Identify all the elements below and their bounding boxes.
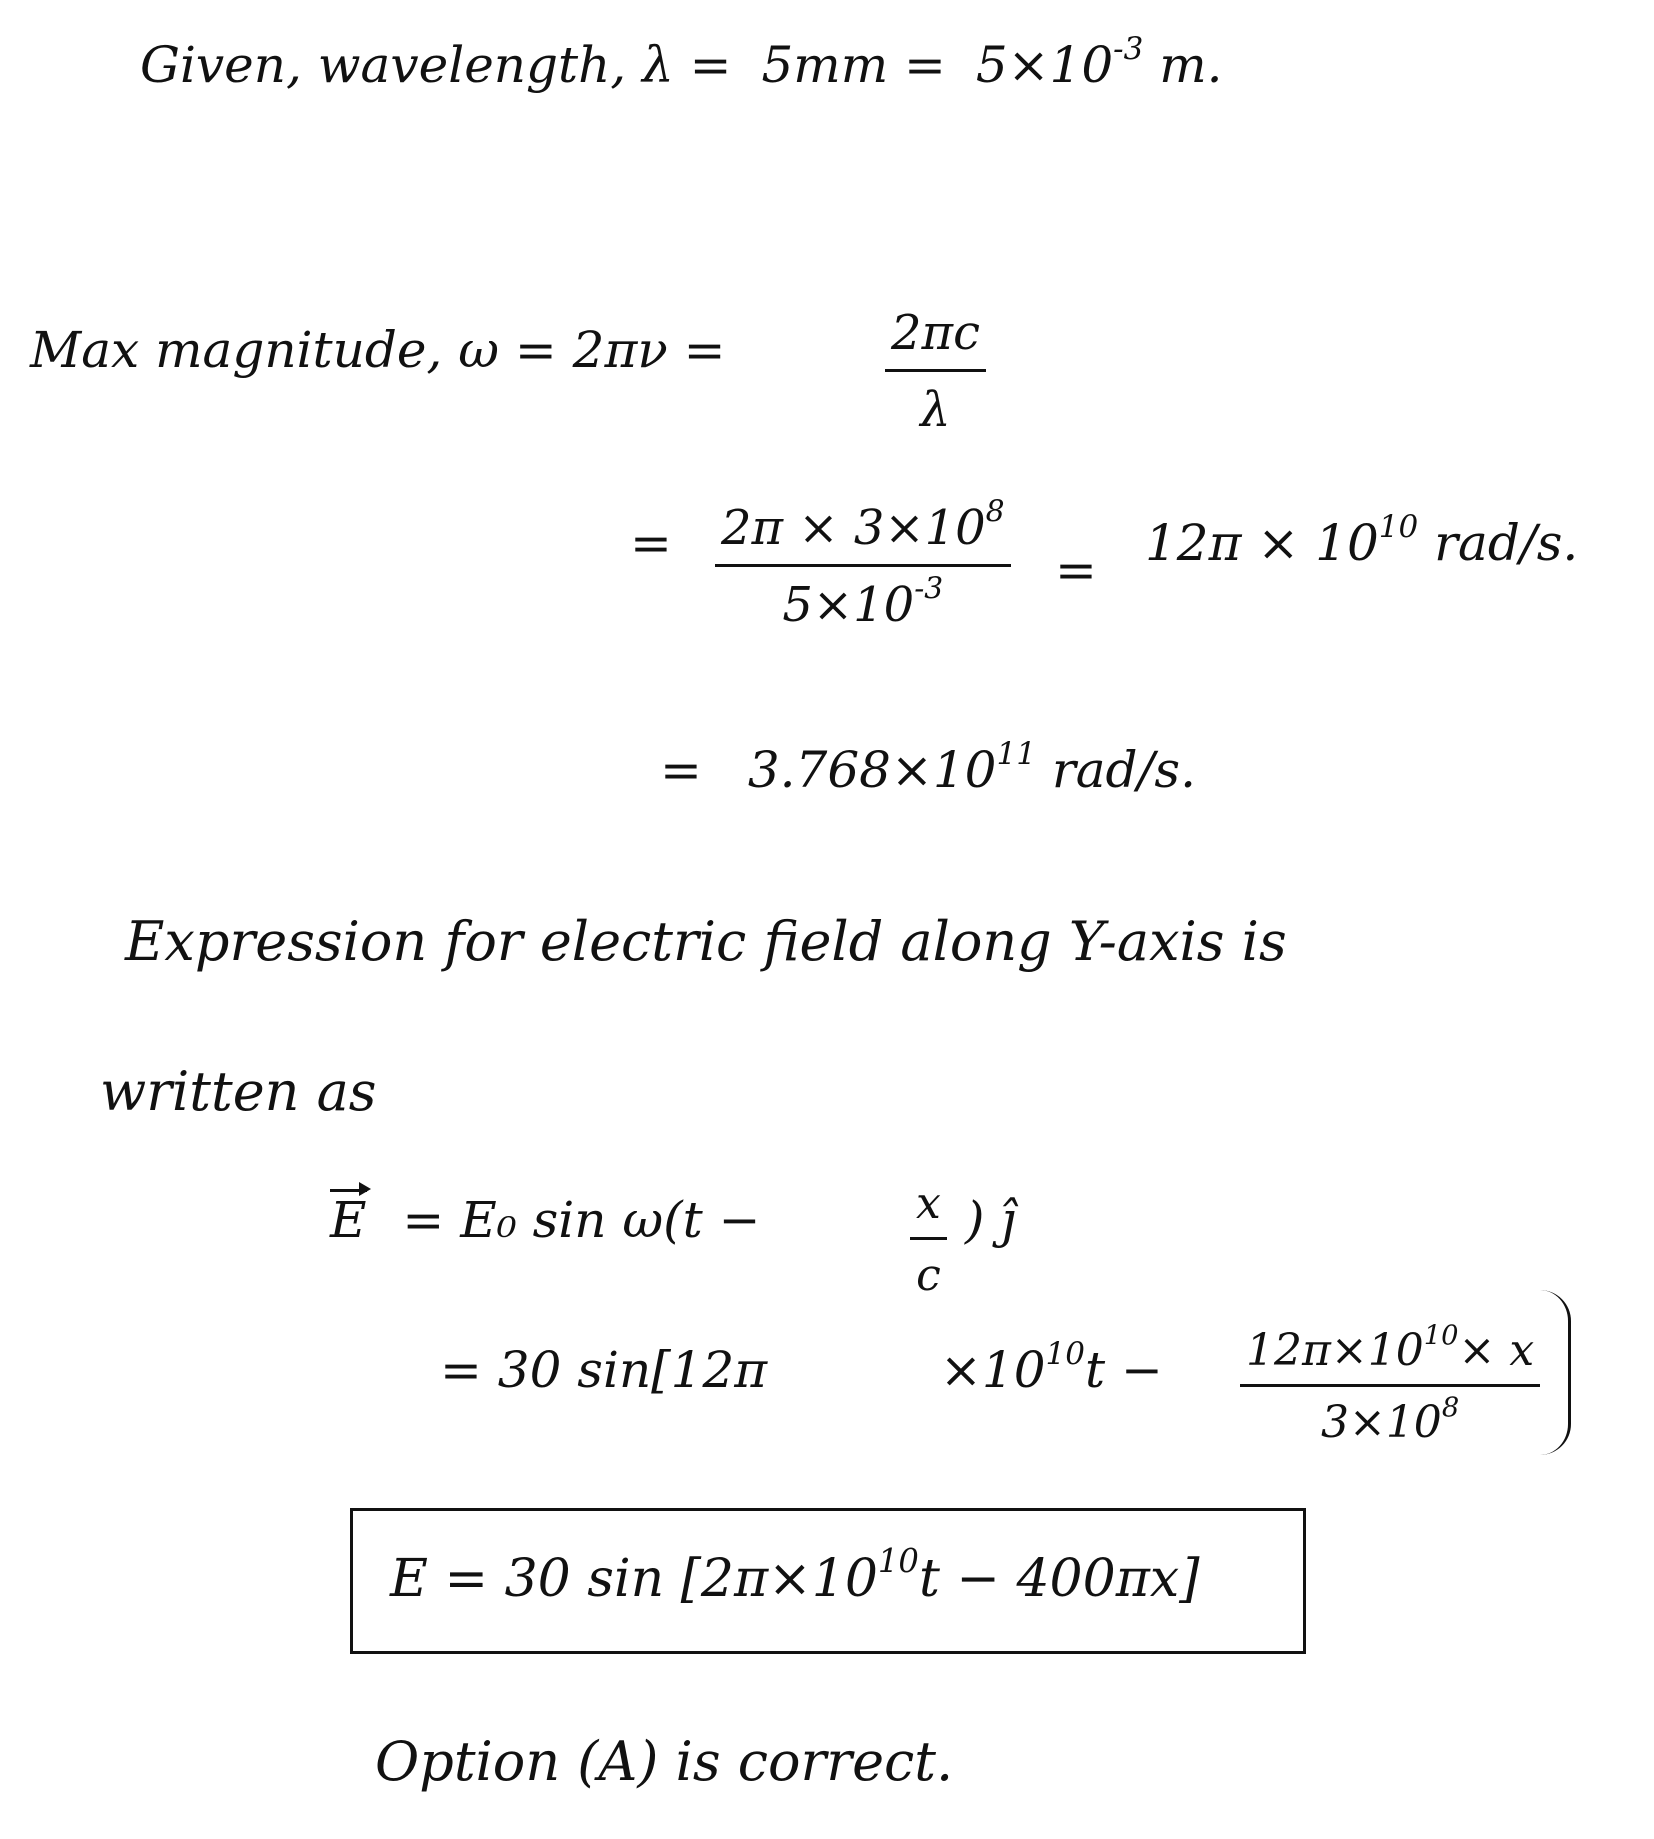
e-fraction-numerator: x (910, 1178, 947, 1240)
substitution-denominator: $5\times 10^{-3}$ (782, 571, 944, 633)
final-answer: E = 30 $\sin [2\pi\times 10^{10}t - 400\pi x]$ (390, 1541, 1200, 1609)
omega-fraction-denominator: λ (920, 382, 951, 438)
substitution-numerator: $2\pi \times 3\times 10^8$ (715, 500, 1011, 567)
e-equation-fraction (910, 1178, 947, 1301)
omega-fraction (885, 305, 986, 438)
substitution-equals-2: = (1055, 541, 1097, 599)
omega-fraction-numerator: 2πc (885, 305, 986, 372)
given-label: Given, wavelength, λ = (140, 36, 732, 94)
given-value: 5mm = (761, 36, 946, 94)
substituted-fraction (1240, 1320, 1540, 1448)
e-equation-part-2: ) ĵ (965, 1191, 1016, 1249)
substituted-fraction-denominator: $3\times 10^8$ (1320, 1392, 1460, 1448)
substituted-fraction-numerator: $12\pi\times 10^{10}\times x$ (1240, 1325, 1540, 1387)
e-equation-part-1: = E₀ sin ω(t − (402, 1191, 761, 1249)
e-vector-symbol: E (330, 1191, 367, 1249)
closing-bracket (1540, 1290, 1571, 1455)
e-field-equation (330, 1191, 761, 1249)
e-fraction-denominator: c (916, 1250, 941, 1301)
substitution-equals: = (630, 514, 672, 572)
omega-label: Max magnitude, ω = 2πν = (30, 321, 726, 379)
given-si: $5\times 10^{-3}$ m. (975, 30, 1223, 94)
omega-result-2: = $3.768\times 10^{11}$ rad/s. (660, 735, 1196, 799)
substituted-lead: = 30 sin[12π (440, 1341, 768, 1399)
substitution-fraction (715, 494, 1011, 633)
omega-result-1: $12\pi \times 10^{10}$ rad/s. (1145, 508, 1579, 572)
substituted-middle: $\times 10^{10}t$ − (940, 1335, 1163, 1399)
conclusion-text: Option (A) is correct. (375, 1730, 954, 1793)
expression-text-line-2: written as (100, 1060, 377, 1123)
expression-text-line-1: Expression for electric field along Y-axis is (125, 910, 1287, 973)
given-line (140, 30, 1223, 94)
